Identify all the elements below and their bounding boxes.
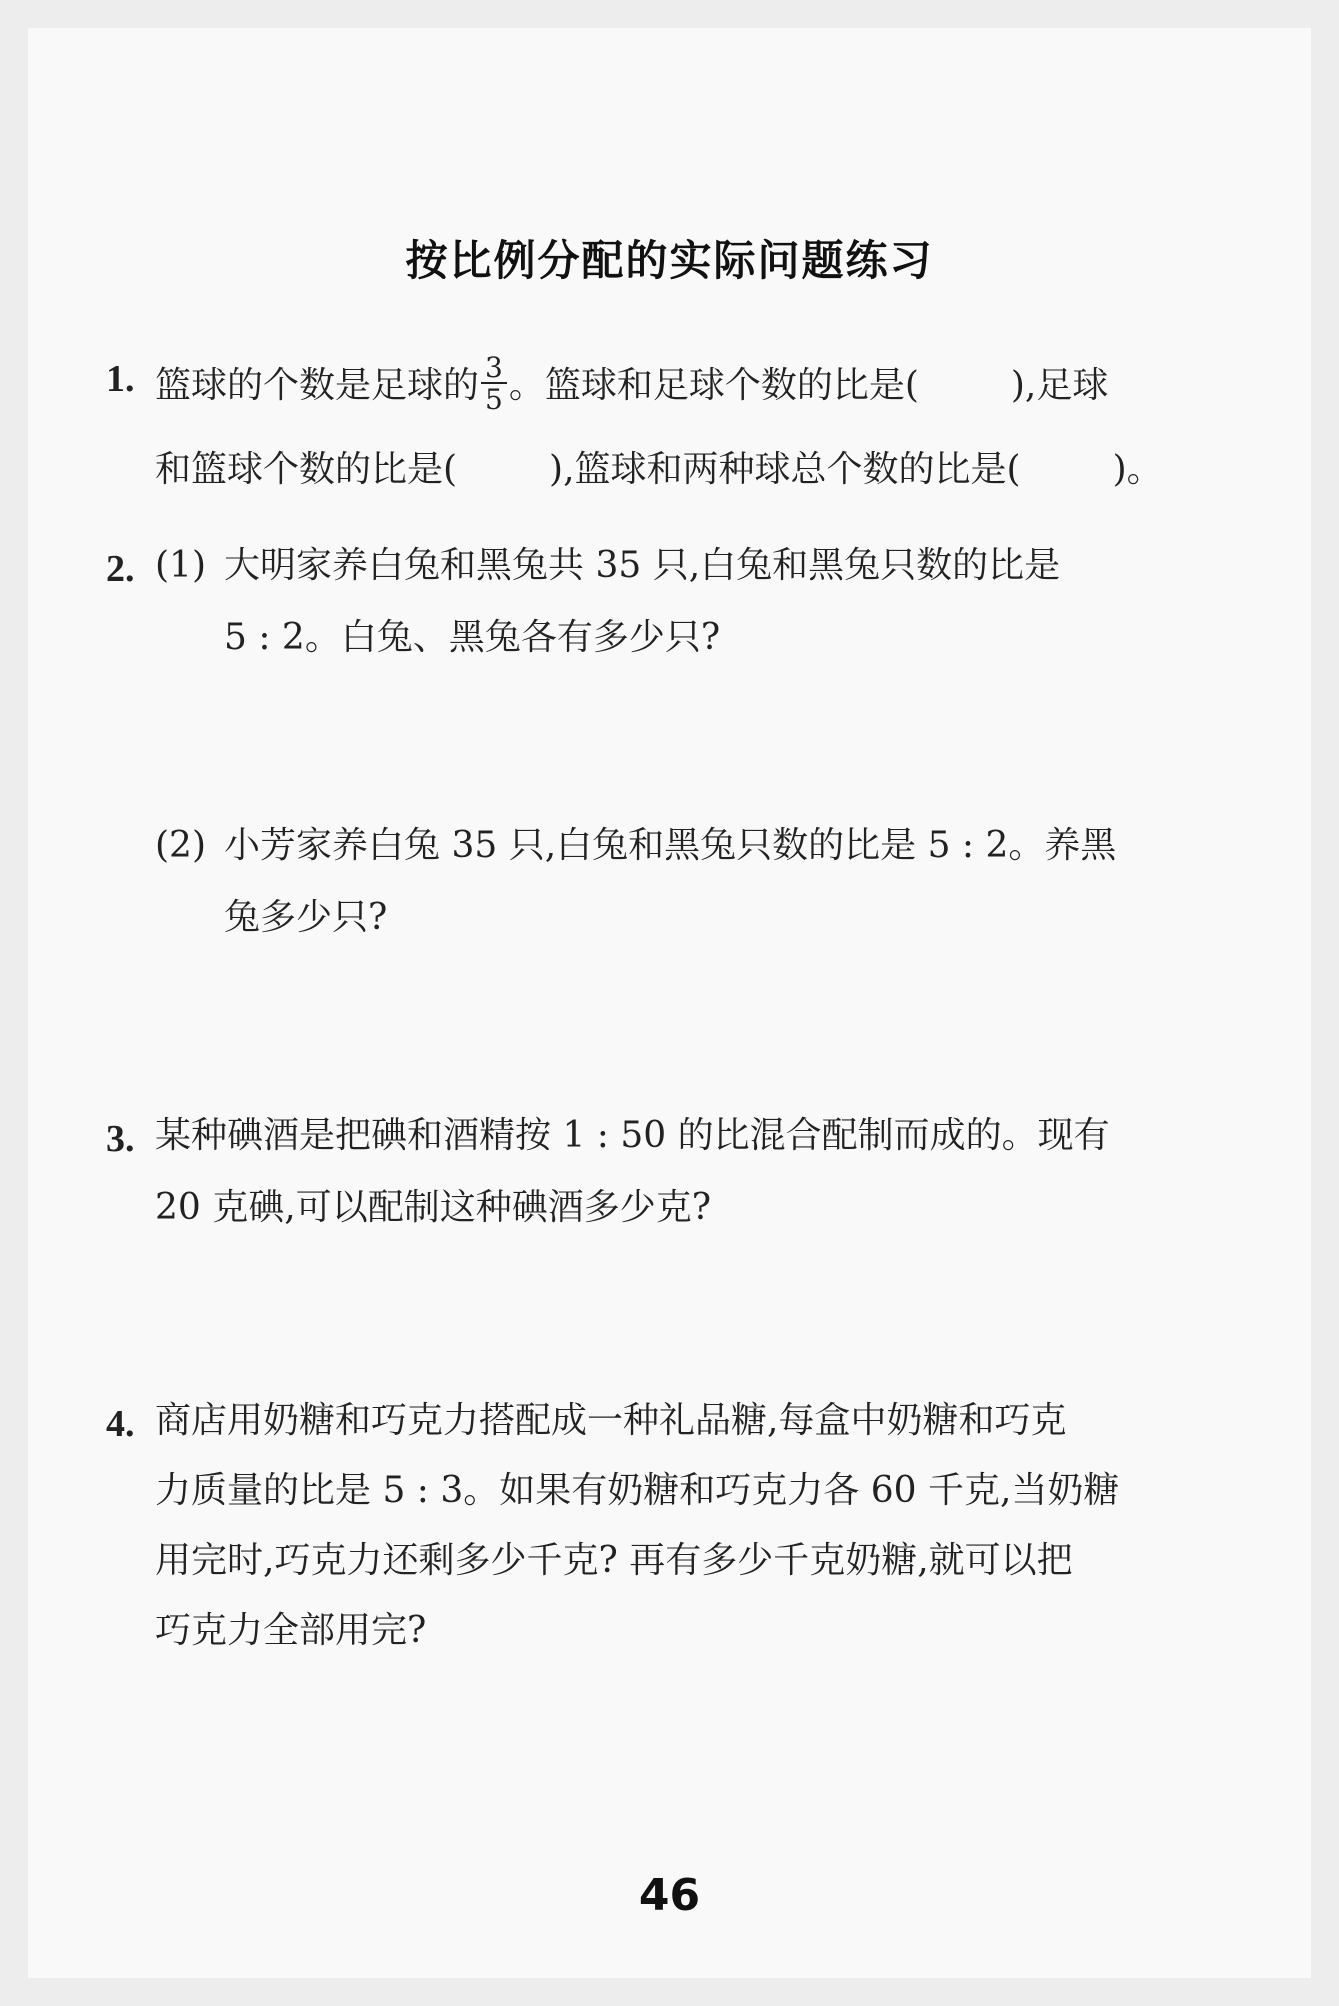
q1-text-f: )。 [1112, 449, 1163, 490]
q2-part2-label: (2) [155, 825, 206, 866]
q4-number: 4. [106, 1403, 135, 1445]
worksheet-page [28, 28, 1311, 1978]
q2-part1-line2: 5 : 2。白兔、黑兔各有多少只? [224, 617, 721, 658]
q3-line1: 某种碘酒是把碘和酒精按 1 : 50 的比混合配制而成的。现有 [155, 1115, 1110, 1156]
q1-text-a: 篮球的个数是足球的 [155, 365, 480, 406]
q2-part2-line1: 小芳家养白兔 35 只,白兔和黑兔只数的比是 5 : 2。养黑 [224, 825, 1117, 866]
q4-line3: 用完时,巧克力还剩多少千克? 再有多少千克奶糖,就可以把 [155, 1540, 1073, 1581]
q4-line2: 力质量的比是 5 : 3。如果有奶糖和巧克力各 60 千克,当奶糖 [155, 1470, 1120, 1511]
q2-part1-line1: 大明家养白兔和黑兔共 35 只,白兔和黑兔只数的比是 [224, 545, 1061, 586]
q1-text-b: 。篮球和足球个数的比是( [508, 365, 919, 406]
fraction-numerator: 3 [481, 354, 507, 384]
q1-number: 1. [106, 358, 135, 400]
q1-text-c: ),足球 [1010, 365, 1109, 406]
q2-number: 2. [106, 548, 135, 590]
q1-text-e: ),篮球和两种球总个数的比是( [549, 449, 1021, 490]
q1-line2 [155, 449, 1163, 490]
fraction-denominator: 5 [485, 383, 503, 416]
q3-line2: 20 克碘,可以配制这种碘酒多少克? [155, 1187, 711, 1228]
q2-part2-line2: 兔多少只? [224, 897, 388, 938]
page-title: 按比例分配的实际问题练习 [405, 236, 934, 285]
q3-number: 3. [106, 1118, 135, 1160]
page-number: 46 [638, 1870, 701, 1921]
q2-part1-label: (1) [155, 545, 206, 586]
q4-line4: 巧克力全部用完? [155, 1610, 427, 1651]
q4-line1: 商店用奶糖和巧克力搭配成一种礼品糖,每盒中奶糖和巧克 [155, 1400, 1067, 1441]
q1-fraction [481, 351, 507, 416]
q1-text-d: 和篮球个数的比是( [155, 449, 458, 490]
q1-line1 [155, 351, 1109, 418]
